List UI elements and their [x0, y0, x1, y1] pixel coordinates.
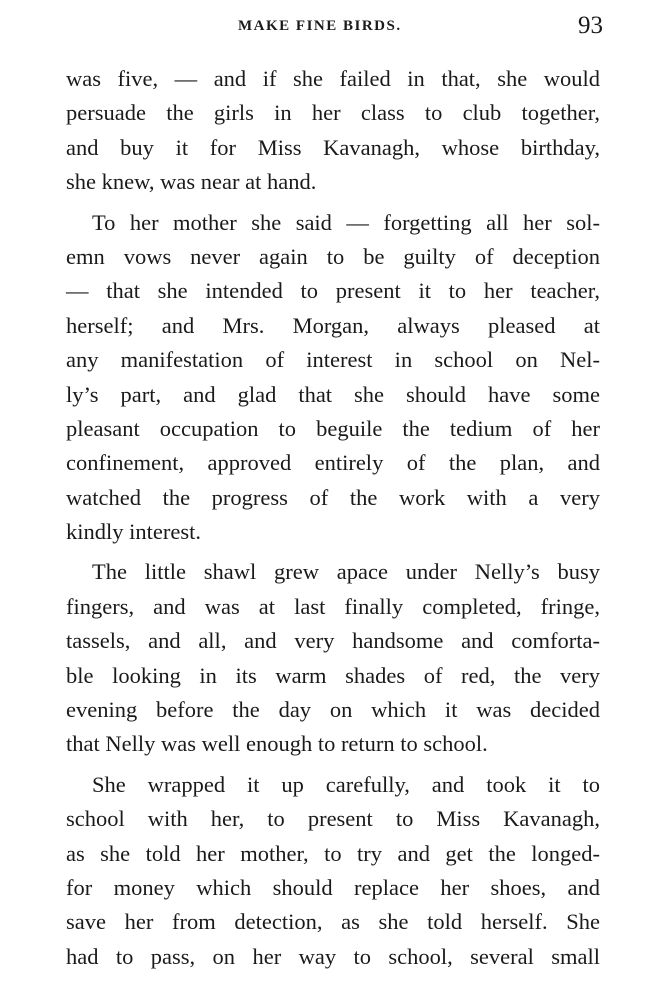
text-line: herself; and Mrs. Morgan, always pleased at — [66, 312, 600, 338]
text-line: ly’s part, and glad that she should have some — [66, 381, 600, 407]
text-line: emn vows never again to be guilty of deception — [66, 243, 600, 269]
body-text — [66, 62, 600, 974]
running-head: MAKE FINE BIRDS. — [238, 18, 402, 34]
text-line: for money which should replace her shoes, and — [66, 874, 600, 900]
paragraph — [66, 62, 600, 200]
text-line: was five, — and if she failed in that, she would — [66, 66, 600, 91]
text-line: kindly interest. — [66, 519, 201, 545]
text-line: fingers, and was at last finally completed, fringe, — [66, 593, 600, 619]
text-line: evening before the day on which it was decided — [66, 697, 600, 723]
text-line: and buy it for Miss Kavanagh, whose birthday, — [66, 134, 600, 160]
page-number: 93 — [578, 12, 603, 39]
text-line: To her mother she said — forgetting all her sol- — [92, 209, 600, 235]
text-line: The little shawl grew apace under Nelly’s busy — [92, 559, 600, 585]
paragraph — [66, 206, 600, 550]
text-line: tassels, and all, and very handsome and comforta- — [66, 628, 600, 654]
text-line: ble looking in its warm shades of red, the very — [66, 662, 600, 688]
text-line: had to pass, on her way to school, several small — [66, 943, 600, 969]
text-line: as she told her mother, to try and get the longed- — [66, 840, 600, 866]
text-line: watched the progress of the work with a very — [66, 484, 600, 510]
paragraph — [66, 555, 600, 761]
text-line: school with her, to present to Miss Kavanagh, — [66, 806, 600, 832]
text-line: confinement, approved entirely of the plan, and — [66, 450, 600, 476]
text-line: she knew, was near at hand. — [66, 169, 317, 195]
text-line: pleasant occupation to beguile the tedium of her — [66, 415, 600, 441]
text-line: any manifestation of interest in school on Nel- — [66, 347, 600, 373]
text-line: persuade the girls in her class to club together, — [66, 100, 600, 126]
text-line: — that she intended to present it to her teacher, — [66, 278, 600, 304]
paragraph — [66, 768, 600, 974]
page-header — [0, 12, 667, 48]
text-line: She wrapped it up carefully, and took it to — [92, 771, 600, 797]
text-line: that Nelly was well enough to return to school. — [66, 731, 488, 757]
text-line: save her from detection, as she told herself. She — [66, 909, 600, 935]
